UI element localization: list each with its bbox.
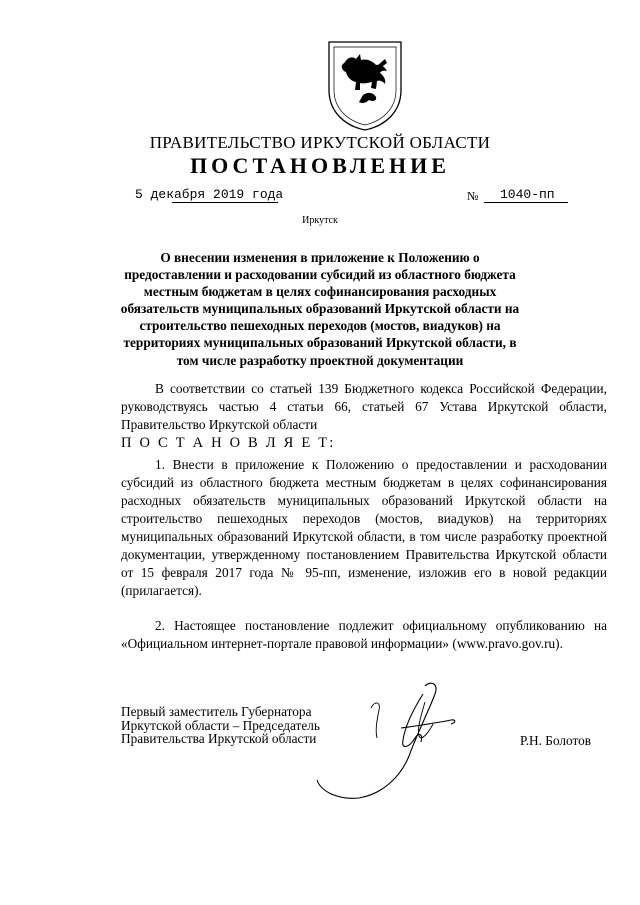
number-underline <box>484 202 568 203</box>
document-type: ПОСТАНОВЛЕНИЕ <box>190 153 450 178</box>
signer-position-line: Иркутской области – Председатель <box>121 717 320 733</box>
signer-position-line: Первый заместитель Губернатора <box>121 704 312 719</box>
date-underline <box>172 202 278 203</box>
issuing-authority: ПРАВИТЕЛЬСТВО ИРКУТСКОЙ ОБЛАСТИ <box>149 133 491 152</box>
document-date: 5 декабря 2019 года <box>135 187 284 202</box>
item-1-paragraph: 1. Внести в приложение к Положению о предоставлении и расходовании субсидий из областного бюджета местным бюджетам в целях софинансирования расходных обязательств муниципальных образований Иркутской области на строительство пешеходных переходов (мостов, виадуков) на территориях муниципальных образований Иркутской области, в том числе разработку проектной документации, утвержденному постановлением Правительства Иркутской области от 15 февраля 2017 года № 95-пп, изменение, изложив его в новой редакции (прилагается). <box>121 457 607 598</box>
decree-word: П О С Т А Н О В Л Я Е Т: <box>121 435 336 451</box>
coat-of-arms-icon <box>327 40 403 132</box>
signer-name: Р.Н. Болотов <box>520 733 592 748</box>
number-sign: № <box>467 189 479 203</box>
intro-paragraph: В соответствии со статьей 139 Бюджетного кодекса Российской Федерации, руководствуясь частью 4 статьи 66, статьей 67 Устава Иркутской области, Правительство Иркутской области <box>121 381 607 432</box>
document-number: 1040-пп <box>500 187 555 202</box>
city: Иркутск <box>302 215 338 226</box>
signer-position-line: Правительства Иркутской области <box>121 731 317 746</box>
signer-position <box>121 705 320 746</box>
item-2-paragraph: 2. Настоящее постановление подлежит официальному опубликованию на «Официальном интернет-портале правовой информации» (www.pravo.gov.ru). <box>121 618 607 651</box>
handwritten-signature <box>305 676 490 804</box>
document-title: О внесении изменения в приложение к Положению о предоставлении и расходовании субсидий из областного бюджета местным бюджетам в целях софинансирования расходных обязательств муниципальных образований Иркутской области на строительство пешеходных переходов (мостов, виадуков) на территориях муниципальных образований Иркутской области, в том числе разработку проектной документации <box>120 250 520 368</box>
